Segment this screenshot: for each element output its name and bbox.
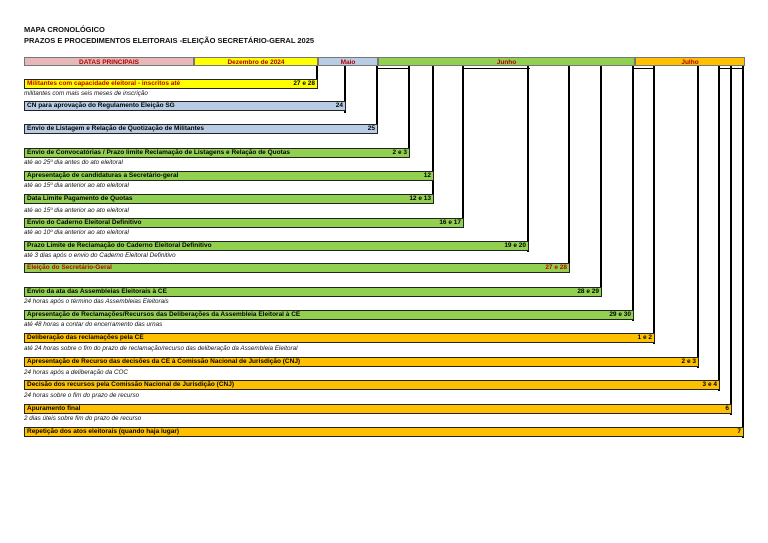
row-envio-ata [24,287,602,297]
row-label: Apresentação de Recurso das decisões da CE à Comissão Nacional de Jurisdição (CNJ) [27,358,301,365]
row-day: 2 e 3 [681,358,696,365]
header-maio: Maio [318,57,378,66]
row-eleicao-sg [24,263,570,273]
row-reclamacao-caderno [24,241,529,251]
row-note: até ao 15º dia anterior ao ato eleitoral [24,182,129,189]
row-label: Envio de Listagem e Relação de Quotização de Militantes [27,125,204,132]
row-note: até 3 dias após o envio do Caderno Eleitoral Definitivo [24,252,176,259]
row-label: Militantes com capacidade eleitoral - inscritos até [27,80,181,87]
row-day: 29 e 30 [609,311,631,318]
row-note: até ao 25º dia antes do ato eleitoral [24,159,123,166]
row-note: militantes com mais seis meses de inscrição [24,90,148,97]
row-label: Data Limite Pagamento de Quotas [27,195,133,202]
row-note: 2 dias úteis sobre fim do prazo de recurso [24,415,142,422]
row-label: Eleição do Secretário-Geral [27,264,112,271]
row-label: Apuramento final [27,405,81,412]
row-day: 12 e 13 [409,195,431,202]
row-day: 16 e 17 [439,219,461,226]
row-day: 6 [725,405,729,412]
row-note: até ao 15º dia anterior ao ato eleitoral [24,207,129,214]
row-deliberacao-ce [24,333,655,343]
row-apuramento-final [24,404,732,414]
row-note: até 48 horas a contar do encerramento das urnas [24,321,163,328]
row-day: 24 [335,102,343,109]
header-datas-principais: DATAS PRINCIPAIS [24,57,194,66]
header-dezembro: Dezembro de 2024 [194,57,318,66]
row-pagamento-quotas [24,194,434,204]
row-recurso-cnj [24,357,699,367]
title-line-2: PRAZOS E PROCEDIMENTOS ELEITORAIS -ELEIÇÃO SECRETÁRIO-GERAL 2025 [24,36,315,45]
row-decisao-cnj [24,380,720,390]
title-line-1: MAPA CRONOLÓGICO [24,25,105,34]
row-day: 3 e 4 [702,381,717,388]
row-label: Deliberação das reclamações pela CE [27,334,144,341]
header-julho: Julho [635,57,745,66]
row-envio-convocatorias [24,148,410,158]
row-day: 19 e 20 [504,242,526,249]
row-envio-listagem [24,124,378,134]
row-day: 28 e 29 [577,288,599,295]
row-label: Envio de Convocatórias / Prazo limite Reclamação de Listagens e Relação de Quotas [27,149,290,156]
row-day: 7 [737,428,741,435]
row-note: 24 horas após o término das Assembleias Eleitorais [24,298,169,305]
row-label: Decisão dos recursos pela Comissão Nacional de Jurisdição (CNJ) [27,381,234,388]
row-day: 2 e 3 [392,149,407,156]
row-label: Prazo Limite de Reclamação do Caderno Eleitoral Definitivo [27,242,212,249]
row-note: até 24 horas sobre o fim do prazo de reclamação/recurso das deliberação da Assembleia Eleitoral [24,345,298,352]
row-militantes-inscritos [24,79,318,89]
row-label: CN para aprovação do Regulamento Eleição SG [27,102,175,109]
row-label: Apresentação de candidaturas a Secretário-geral [27,172,179,179]
row-repeticao-atos [24,427,744,437]
row-apresentacao-candidaturas [24,171,434,181]
header-junho: Junho [378,57,635,66]
row-note: 24 horas sobre o fim do prazo de recurso [24,392,140,399]
row-note: até ao 10º dia anterior ao ato eleitoral [24,229,129,236]
row-cn-regulamento [24,101,346,111]
row-caderno-eleitoral [24,218,464,228]
row-reclamacoes-ce [24,310,634,320]
row-label: Envio da ata das Assembleias Eleitorais à CE [27,288,167,295]
row-note: 24 horas após a deliberação da COC [24,369,128,376]
row-day: 12 [423,172,431,179]
row-day: 27 e 28 [293,80,315,87]
row-day: 25 [367,125,375,132]
row-day: 1 e 2 [637,334,652,341]
row-label: Envio do Caderno Eleitoral Definitivo [27,219,142,226]
row-label: Apresentação de Reclamações/Recursos das Deliberações da Assembleia Eleitoral à CE [27,311,301,318]
row-day: 27 e 28 [545,264,567,271]
row-label: Repetição dos atos eleitorais (quando haja lugar) [27,428,180,435]
